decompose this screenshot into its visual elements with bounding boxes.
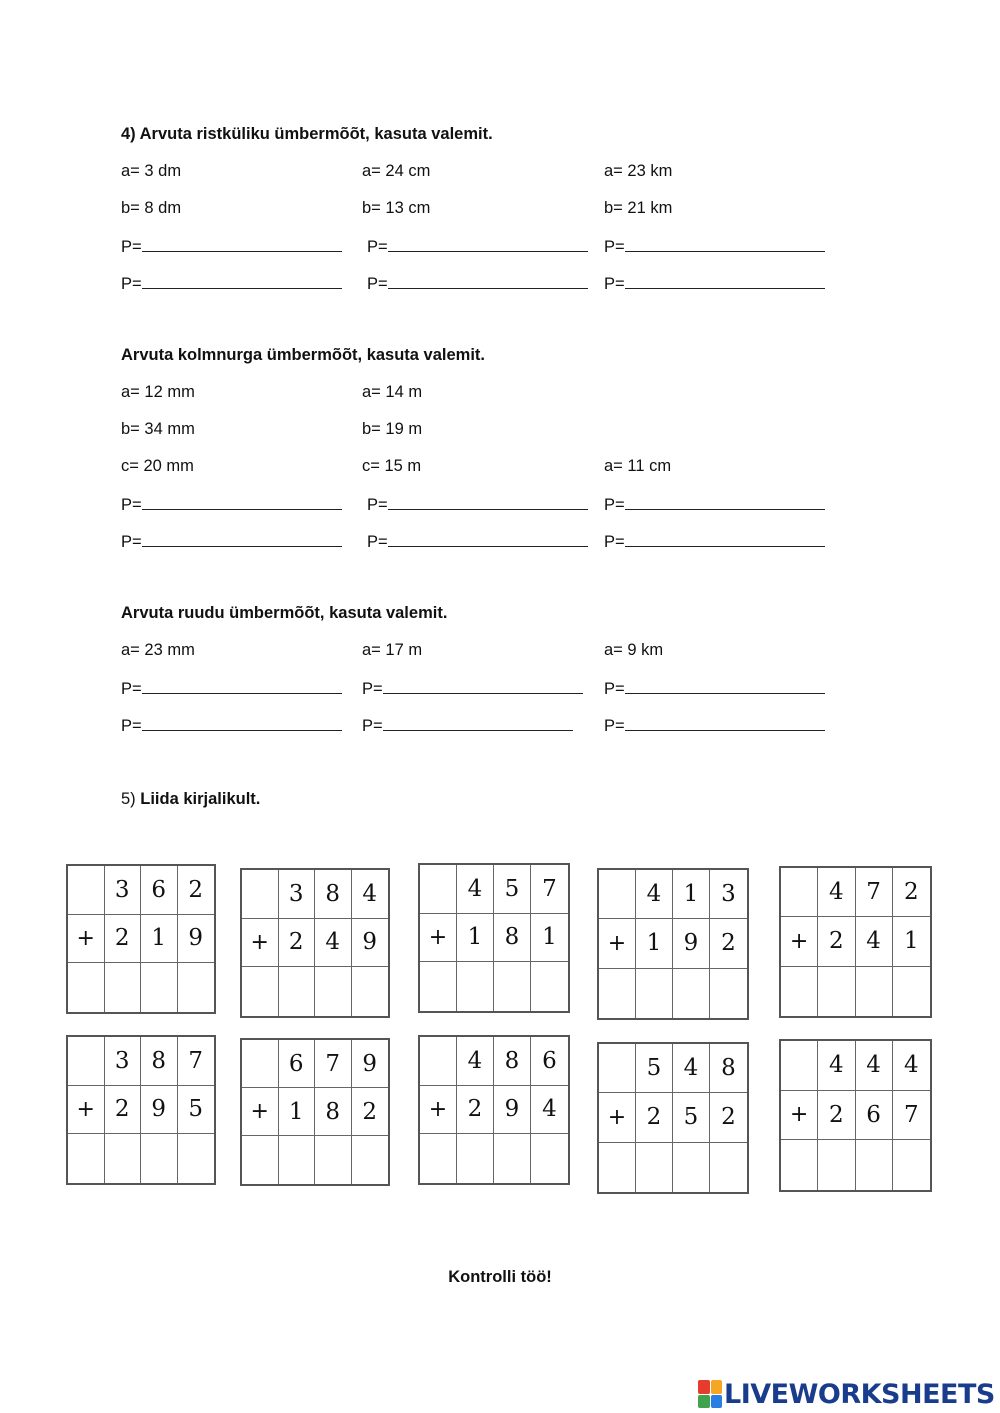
digit-cell: 7 [315,1040,352,1088]
digit-cell: 1 [531,914,568,963]
answer-cell[interactable] [856,967,893,1016]
addition-problem-2 [240,868,390,1018]
digit-cell: 1 [141,915,178,964]
addition-problem-6 [66,1035,216,1185]
sq-answer-line[interactable] [362,714,573,736]
answer-cell[interactable] [352,967,389,1016]
answer-cell[interactable] [893,967,930,1016]
answer-cell[interactable] [279,967,316,1016]
liveworksheets-brand [698,1377,995,1411]
p-label: P= [604,496,625,514]
addition-problem-1 [66,864,216,1014]
addition-problem-9 [597,1042,749,1194]
digit-cell: 4 [457,865,494,914]
rect-answer-line[interactable] [604,235,825,257]
addition-problem-8 [418,1035,570,1185]
addition-problem-3 [418,863,570,1013]
answer-cell[interactable] [494,962,531,1011]
rectangle-heading: 4) Arvuta ristküliku ümbermõõt, kasuta valemit. [121,125,493,143]
rect-answer-line[interactable] [367,272,588,294]
plus-sign: + [420,1086,457,1135]
plus-sign: + [68,915,105,964]
digit-cell: 2 [710,1093,747,1142]
digit-cell: 9 [178,915,215,964]
rect-b-3: b= 21 km [604,199,673,217]
answer-cell[interactable] [636,1143,673,1192]
answer-cell[interactable] [531,962,568,1011]
footer-note: Kontrolli töö! [448,1268,552,1286]
answer-cell[interactable] [710,1143,747,1192]
plus-sign: + [781,917,818,966]
digit-cell: 4 [636,870,673,919]
triangle-heading: Arvuta kolmnurga ümbermõõt, kasuta valemit. [121,346,486,364]
digit-cell: 7 [893,1091,930,1141]
tri-answer-line[interactable] [367,493,588,515]
digit-cell: 8 [494,914,531,963]
sq-a-1: a= 23 mm [121,641,195,659]
answer-cell[interactable] [279,1136,316,1184]
digit-cell: 6 [141,866,178,915]
addition-problem-7 [240,1038,390,1186]
answer-cell[interactable] [105,963,142,1012]
answer-cell[interactable] [673,1143,710,1192]
digit-cell: 6 [856,1091,893,1141]
answer-cell[interactable] [242,1136,279,1184]
answer-cell[interactable] [457,1134,494,1183]
digit-cell: 1 [636,919,673,968]
answer-cell[interactable] [599,969,636,1018]
answer-cell[interactable] [710,969,747,1018]
answer-cell[interactable] [893,1140,930,1190]
p-label: P= [367,533,388,551]
sq-a-2: a= 17 m [362,641,423,659]
addition-problem-4 [597,868,749,1020]
digit-cell: 4 [457,1037,494,1086]
tri-a-1: a= 12 mm [121,383,195,401]
p-label: P= [362,717,383,735]
digit-cell: 4 [352,870,389,919]
digit-cell: 8 [141,1037,178,1086]
empty-cell [781,868,818,917]
addition-heading [121,789,260,809]
answer-cell[interactable] [141,1134,178,1183]
tri-a-3: a= 11 cm [604,457,672,475]
digit-cell: 2 [178,866,215,915]
tri-answer-line[interactable] [604,530,825,552]
empty-cell [420,1037,457,1086]
sq-a-3: a= 9 km [604,641,664,659]
digit-cell: 9 [352,1040,389,1088]
addition-title: Liida kirjalikult. [140,790,261,808]
digit-cell: 4 [818,868,855,917]
rect-answer-line[interactable] [367,235,588,257]
digit-cell: 2 [710,919,747,968]
tri-c-1: c= 20 mm [121,457,194,475]
tri-answer-line[interactable] [121,493,342,515]
empty-cell [242,1040,279,1088]
p-label: P= [121,717,142,735]
plus-sign: + [242,1088,279,1136]
digit-cell: 9 [352,919,389,968]
plus-sign: + [68,1086,105,1135]
answer-cell[interactable] [68,1134,105,1183]
rect-b-1: b= 8 dm [121,199,182,217]
digit-cell: 9 [141,1086,178,1135]
answer-cell[interactable] [599,1143,636,1192]
answer-cell[interactable] [818,967,855,1016]
tri-b-2: b= 19 m [362,420,423,438]
answer-cell[interactable] [673,969,710,1018]
answer-cell[interactable] [781,967,818,1016]
digit-cell: 6 [279,1040,316,1088]
answer-cell[interactable] [178,963,215,1012]
p-label: P= [604,238,625,256]
p-label: P= [604,717,625,735]
digit-cell: 2 [105,1086,142,1135]
answer-cell[interactable] [457,962,494,1011]
digit-cell: 8 [315,870,352,919]
tri-b-1: b= 34 mm [121,420,195,438]
answer-cell[interactable] [818,1140,855,1190]
p-label: P= [121,680,142,698]
digit-cell: 4 [531,1086,568,1135]
brand-name: LIVEWORKSHEETS [724,1378,995,1410]
p-label: P= [604,680,625,698]
answer-cell[interactable] [420,1134,457,1183]
empty-cell [599,1044,636,1093]
digit-cell: 5 [636,1044,673,1093]
p-label: P= [121,275,142,293]
plus-sign: + [781,1091,818,1141]
tri-answer-line[interactable] [367,530,588,552]
p-label: P= [604,275,625,293]
sq-answer-line[interactable] [604,677,825,699]
tri-a-2: a= 14 m [362,383,423,401]
digit-cell: 3 [105,866,142,915]
digit-cell: 1 [893,917,930,966]
answer-cell[interactable] [242,967,279,1016]
p-label: P= [367,238,388,256]
digit-cell: 2 [279,919,316,968]
digit-cell: 2 [893,868,930,917]
answer-cell[interactable] [781,1140,818,1190]
digit-cell: 4 [856,1041,893,1091]
plus-sign: + [242,919,279,968]
digit-cell: 1 [279,1088,316,1136]
answer-cell[interactable] [494,1134,531,1183]
empty-cell [68,866,105,915]
digit-cell: 2 [457,1086,494,1135]
answer-cell[interactable] [315,1136,352,1184]
digit-cell: 4 [315,919,352,968]
addition-problem-5 [779,866,932,1018]
digit-cell: 3 [710,870,747,919]
digit-cell: 4 [856,917,893,966]
answer-cell[interactable] [141,963,178,1012]
digit-cell: 8 [315,1088,352,1136]
digit-cell: 2 [636,1093,673,1142]
p-label: P= [367,496,388,514]
addition-problem-10 [779,1039,932,1192]
rect-answer-line[interactable] [121,272,342,294]
answer-cell[interactable] [531,1134,568,1183]
liveworksheets-logo-icon [698,1380,722,1408]
digit-cell: 8 [494,1037,531,1086]
empty-cell [420,865,457,914]
rect-a-3: a= 23 km [604,162,673,180]
rect-a-1: a= 3 dm [121,162,182,180]
plus-sign: + [599,919,636,968]
digit-cell: 5 [494,865,531,914]
rect-a-2: a= 24 cm [362,162,431,180]
answer-cell[interactable] [68,963,105,1012]
digit-cell: 4 [893,1041,930,1091]
answer-cell[interactable] [420,962,457,1011]
plus-sign: + [420,914,457,963]
digit-cell: 2 [105,915,142,964]
digit-cell: 8 [710,1044,747,1093]
sq-answer-line[interactable] [362,677,583,699]
square-heading: Arvuta ruudu ümbermõõt, kasuta valemit. [121,604,448,622]
digit-cell: 9 [673,919,710,968]
answer-cell[interactable] [352,1136,389,1184]
answer-cell[interactable] [178,1134,215,1183]
sq-answer-line[interactable] [604,714,825,736]
digit-cell: 7 [178,1037,215,1086]
p-label: P= [362,680,383,698]
rect-answer-line[interactable] [121,235,342,257]
empty-cell [599,870,636,919]
empty-cell [242,870,279,919]
digit-cell: 7 [531,865,568,914]
answer-cell[interactable] [856,1140,893,1190]
digit-cell: 5 [178,1086,215,1135]
digit-cell: 7 [856,868,893,917]
answer-cell[interactable] [315,967,352,1016]
digit-cell: 2 [818,917,855,966]
p-label: P= [121,533,142,551]
plus-sign: + [599,1093,636,1142]
p-label: P= [121,238,142,256]
digit-cell: 5 [673,1093,710,1142]
sq-answer-line[interactable] [121,677,342,699]
p-label: P= [604,533,625,551]
digit-cell: 6 [531,1037,568,1086]
answer-cell[interactable] [105,1134,142,1183]
empty-cell [68,1037,105,1086]
digit-cell: 3 [105,1037,142,1086]
tri-answer-line[interactable] [121,530,342,552]
tri-answer-line[interactable] [604,493,825,515]
empty-cell [781,1041,818,1091]
sq-answer-line[interactable] [121,714,342,736]
digit-cell: 2 [818,1091,855,1141]
digit-cell: 9 [494,1086,531,1135]
rect-answer-line[interactable] [604,272,825,294]
answer-cell[interactable] [636,969,673,1018]
p-label: P= [367,275,388,293]
rect-b-2: b= 13 cm [362,199,431,217]
p-label: P= [121,496,142,514]
tri-c-2: c= 15 m [362,457,422,475]
addition-number: 5) [121,790,141,808]
digit-cell: 1 [673,870,710,919]
digit-cell: 4 [673,1044,710,1093]
digit-cell: 3 [279,870,316,919]
digit-cell: 1 [457,914,494,963]
digit-cell: 4 [818,1041,855,1091]
digit-cell: 2 [352,1088,389,1136]
